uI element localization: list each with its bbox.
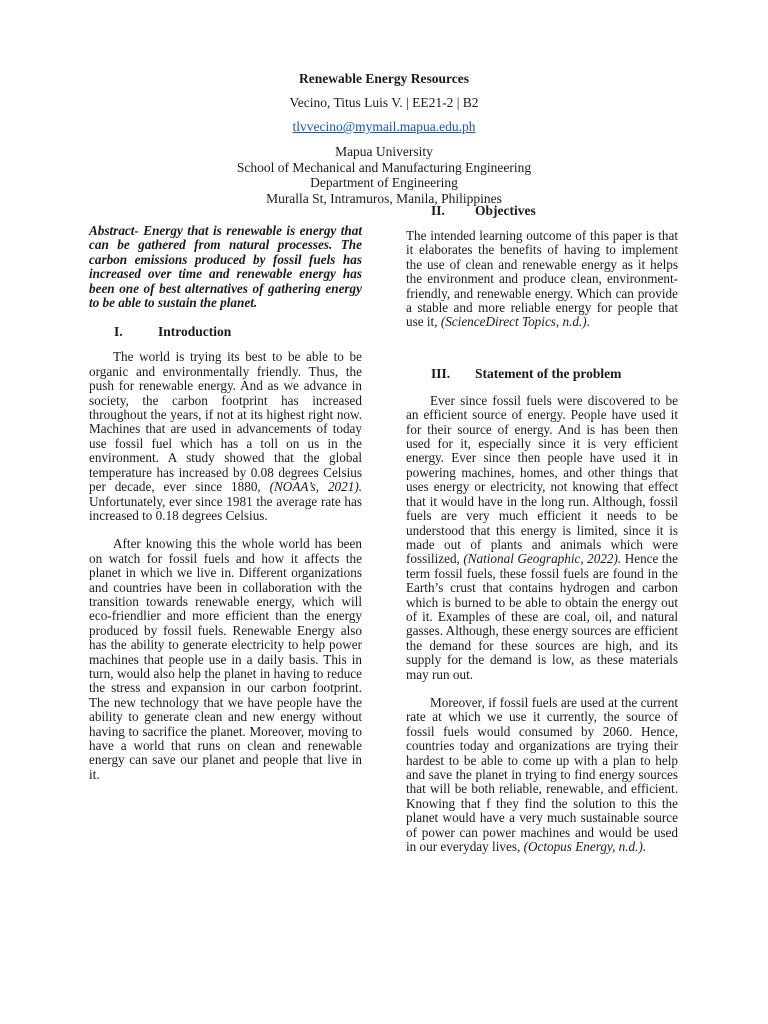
introduction-heading (89, 324, 362, 340)
author-email-link[interactable]: tlvvecino@mymail.mapua.edu.ph (292, 119, 476, 134)
paragraph-text: Ever since fossil fuels were discovered to be an efficient source of energy. People have used it for their source of energy. And is has been then used for it, especially since it is very efficient energy. Ever since then people have used it in powering machines, homes, and other things that uses energy or electricity, not knowing that effect that it would have in the long run. Although, fossil fuels are very much efficient it needs to be understood that this energy is limited, since it is made out of plants and animals which were fossilized, (406, 392, 678, 567)
paragraph-text: The intended learning outcome of this paper is that it elaborates the benefits of having to implement the use of clean and renewable energy as it helps the environment and produce clean, environment-friendly, and renewable energy. Which can provide a stable and more reliable energy for people that use it, (406, 228, 678, 330)
affiliation-address: Muralla St, Intramuros, Manila, Philippines (266, 190, 502, 206)
problem-paragraph-1 (406, 394, 678, 682)
section-number: III. (431, 365, 451, 381)
citation: (ScienceDirect Topics, n.d.). (440, 314, 590, 330)
section-title: Statement of the problem (475, 365, 622, 381)
problem-heading (406, 366, 678, 382)
section-number: I. (114, 324, 123, 340)
section-title: Objectives (475, 203, 536, 218)
paper-header (0, 70, 768, 206)
citation: (Octopus Energy, n.d.). (523, 839, 647, 855)
introduction-paragraph-1 (89, 350, 362, 523)
affiliation-department: Department of Engineering (310, 175, 458, 190)
paragraph-text: The world is trying its best to be able to be organic and environmentally friendly. Thus, the push for renewable energy. And as we advance in society, the carbon footprint has increased throughout the years, if not at its highest right now. Machines that are used in advancements of today use fossil fuel which has a toll on us in the environment. A study showed that the global temperature has increased by 0.08 degrees Celsius per decade, ever since 1880, (89, 349, 362, 495)
citation: (National Geographic, 2022). (463, 551, 622, 567)
paper-title: Renewable Energy Resources (299, 71, 469, 86)
paragraph-text: Moreover, if fossil fuels are used at the current rate at which we use it currently, the source of fossil fuels would consumed by 2060. Hence, countries today and organizations are trying their hardest to be able to come up with a plan to help and save the planet in trying to find energy sources that will be both reliable, renewable, and efficient. Knowing that f they find the solution to this the planet would have a very much sustainable source of power can power machines and would be used in our everyday lives, (406, 694, 678, 855)
abstract: Abstract- Energy that is renewable is energy that can be gathered from natural processes. The carbon emissions produced by fossil fuels has increased over time and renewable energy has been one of best alternatives of gathering energy to be able to sustain the planet. (89, 223, 362, 311)
right-column (406, 203, 678, 868)
paragraph-text: Unfortunately, ever since 1981 the average rate has increased to 0.18 degrees Celsius. (89, 493, 362, 523)
introduction-paragraph-2: After knowing this the whole world has been on watch for fossil fuels and how it affects the planet in which we live in. Different organizations and countries have been in collaboration with the transition towards renewable energy, which will eco-friendlier and more efficient than the energy produced by fossil fuels. Renewable Energy also has the ability to generate electricity to help power machines that people use in a daily basis. This in turn, would also help the planet in having to reduce the stress and expansion in our carbon footprint. The new technology that we have people have the ability to generate clean and new energy without having to sacrifice the planet. Moreover, moving to have a world that runs on clean and renewable energy can save our planet and people that live in it. (89, 536, 362, 782)
paragraph-text: Hence the term fossil fuels, these fossil fuels are found in the Earth’s crust that contains hydrogen and carbon which is burned to be able to obtain the energy out of it. Examples of these are coal, oil, and natural gasses. Although, these energy sources are efficient the demand for these sources are high, and its supply for the demand is low, as these materials may run out. (406, 551, 678, 682)
objectives-heading (406, 203, 678, 219)
affiliation-school: School of Mechanical and Manufacturing Engineering (236, 159, 532, 175)
section-title: Introduction (158, 324, 232, 340)
citation: (NOAA’s, 2021). (269, 479, 363, 495)
problem-paragraph-2 (406, 696, 678, 854)
left-column (89, 224, 362, 796)
section-number: II. (431, 203, 445, 218)
affiliation-university: Mapua University (335, 144, 433, 159)
author-line: Vecino, Titus Luis V. | EE21-2 | B2 (289, 95, 479, 110)
objectives-paragraph (406, 229, 678, 330)
